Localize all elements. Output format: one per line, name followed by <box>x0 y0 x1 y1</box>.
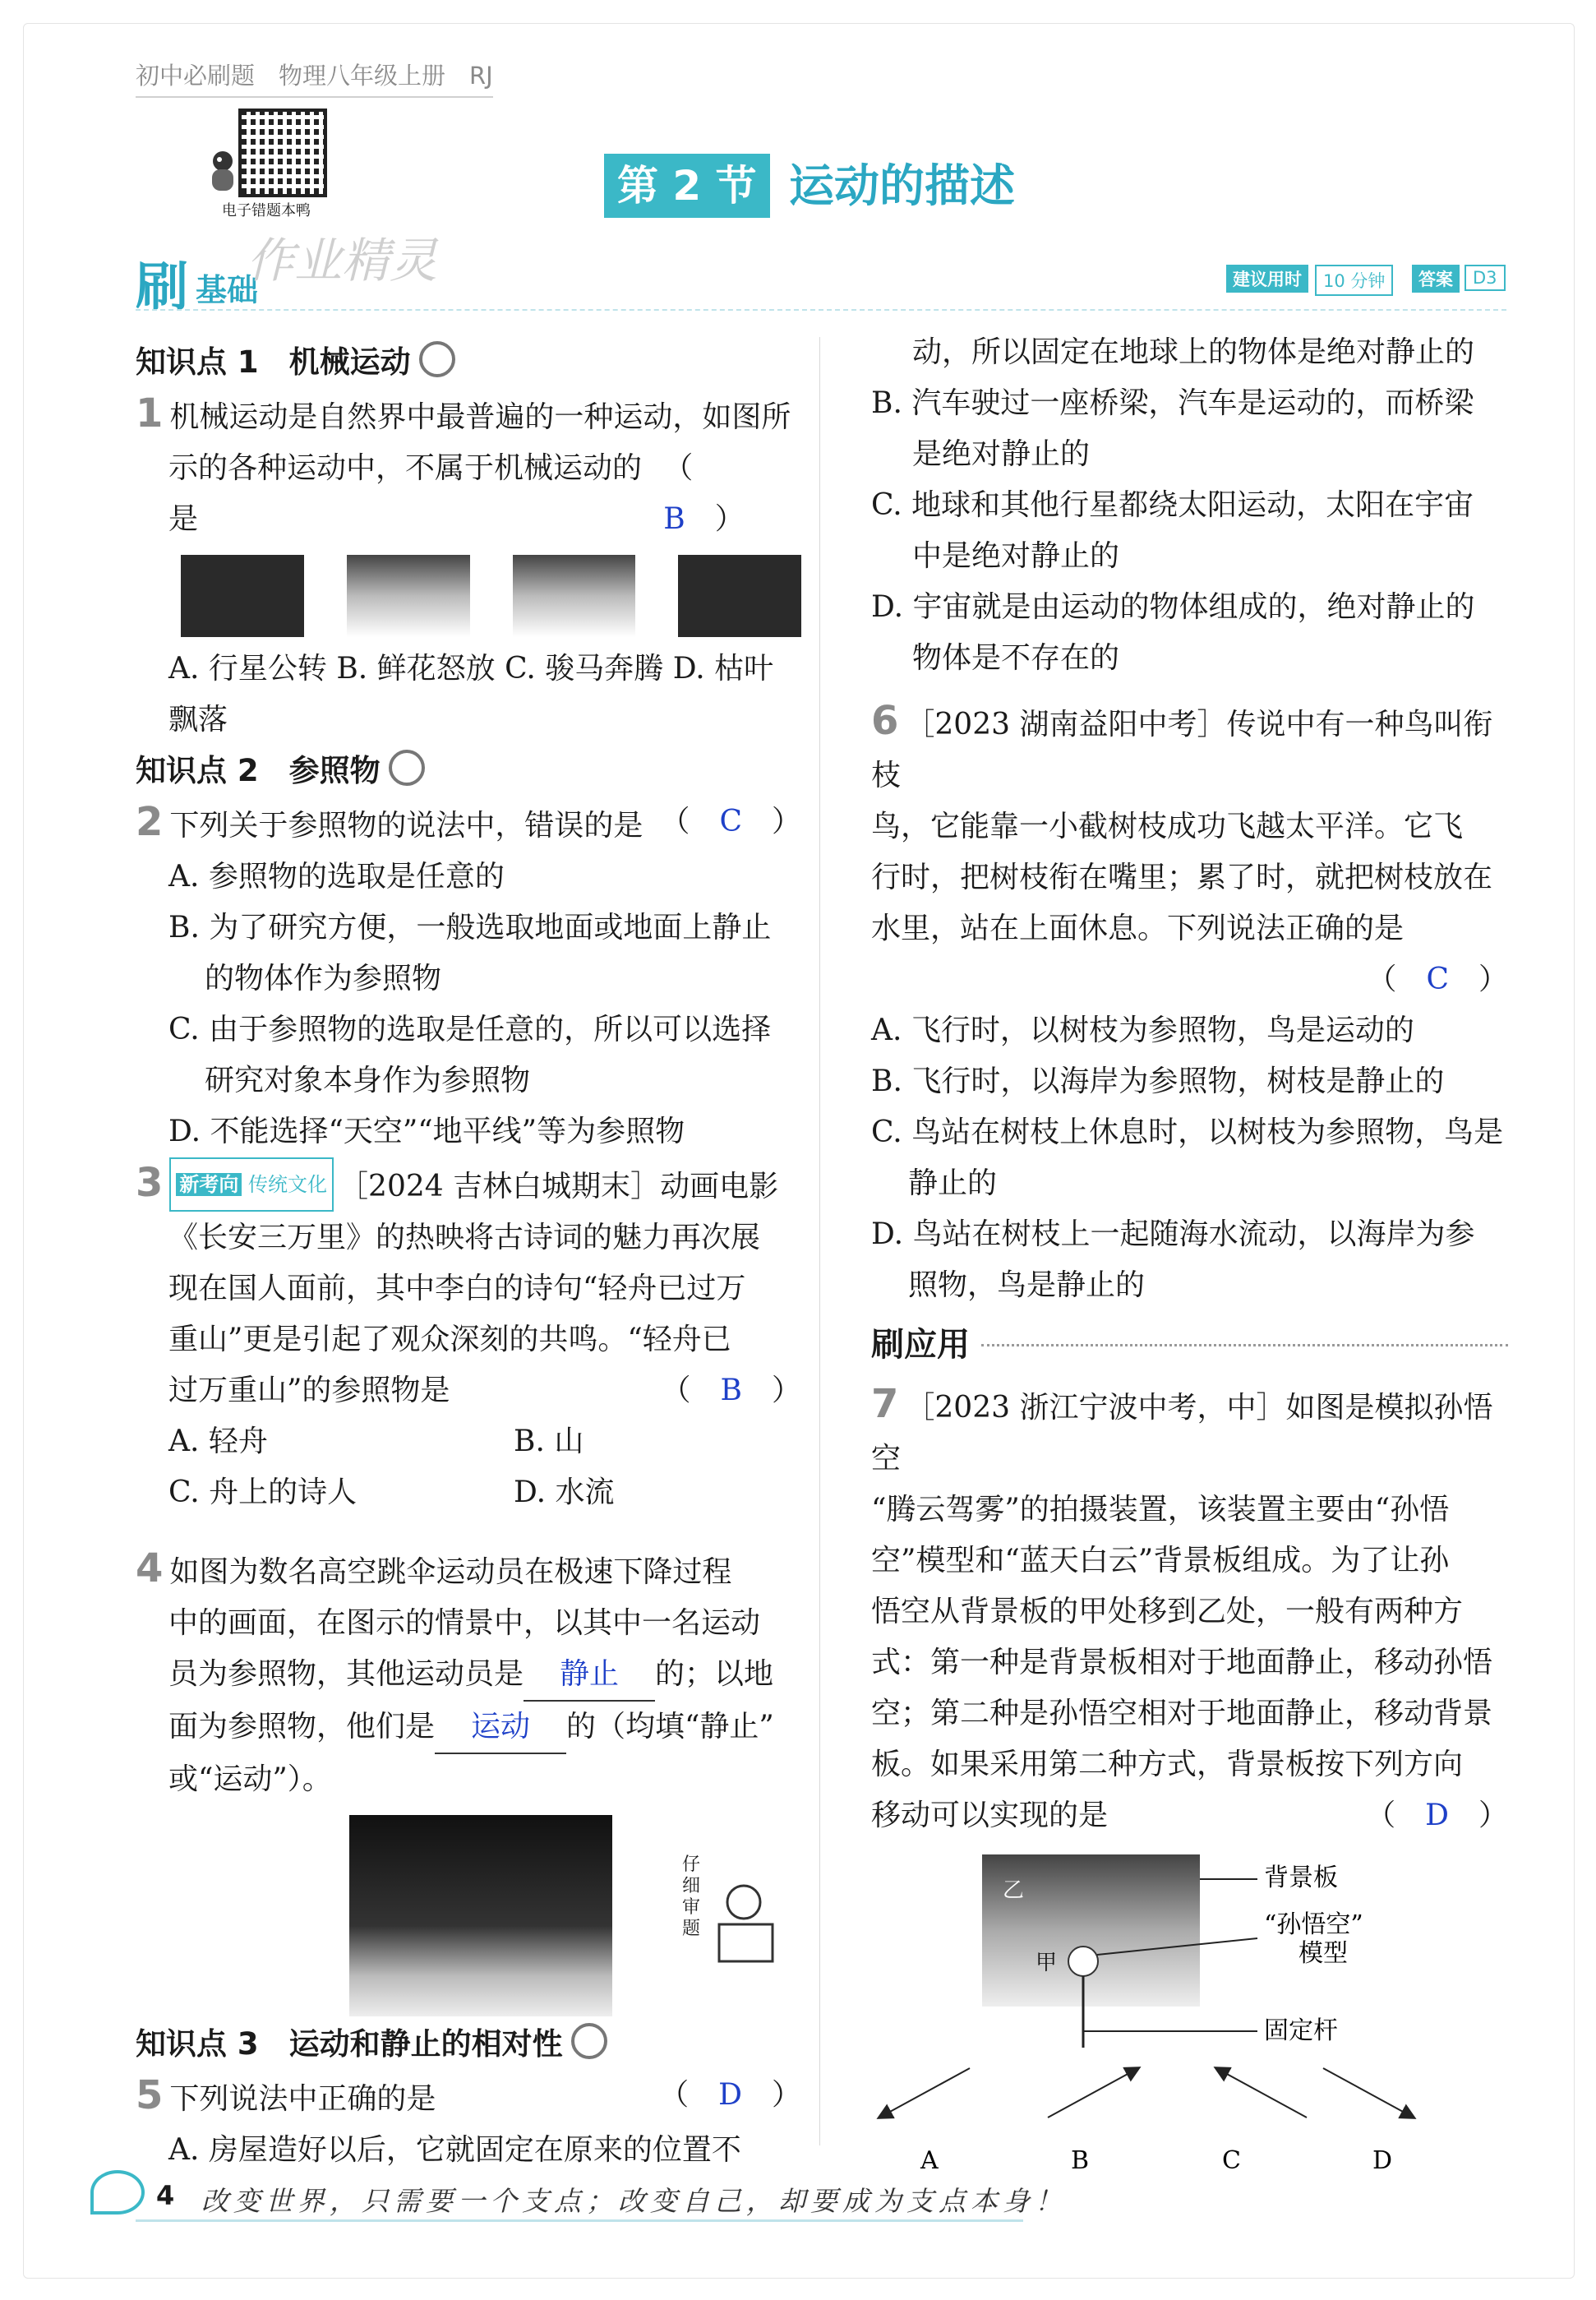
shua-mark: 刷 <box>136 257 188 318</box>
q2-answer: C <box>719 805 742 838</box>
q3-line-3: 现在国人面前，其中李白的诗句“轻舟已过万 <box>168 1272 746 1305</box>
running-header: 初中必刷题 物理八年级上册 RJ <box>136 58 493 98</box>
q1-line-2: 示的各种运动中，不属于机械运动的是 （ B ） <box>168 451 745 536</box>
answer-tag-label: 答案 <box>1412 265 1460 293</box>
q7-line-4: 悟空从背景板的甲处移到乙处，一般有两种方 <box>871 1595 1464 1628</box>
q7-line-1: 7 ［2023 浙江宁波中考，中］如图是模拟孙悟空 <box>871 1381 1493 1476</box>
footer-motto: 改变世界，只需要一个支点；改变自己，却要成为支点本身！ <box>201 2185 1067 2217</box>
model-label-1: “孙悟空” <box>1264 1910 1363 1939</box>
q7-figure <box>871 1846 1508 2200</box>
q6-line-1: 6 ［2023 湖南益阳中考］传说中有一种鸟叫衔枝 <box>871 698 1493 792</box>
knowledge-point-3: 知识点 3 运动和静止的相对性 <box>136 2019 801 2070</box>
q3-answer: B <box>720 1374 742 1407</box>
footer-rule <box>136 2219 1023 2222</box>
leaves-image <box>678 555 801 637</box>
q7-line-3: 空”模型和“蓝天白云”背景板组成。为了让孙 <box>871 1544 1450 1577</box>
q6-option-c-cont: 静止的 <box>908 1166 998 1200</box>
target-icon <box>389 750 425 786</box>
q5-stem: 5 下列说法中正确的是 （ D ） <box>136 2072 801 2118</box>
q6-option-a: A. 飞行时，以树枝为参照物，鸟是运动的 <box>871 1014 1414 1047</box>
q4-line-5: 或“运动”）。 <box>168 1762 332 1796</box>
yi-label: 乙 <box>1003 1878 1025 1903</box>
q2-option-c: C. 由于参照物的选取是任意的，所以可以选择 <box>168 1013 772 1046</box>
q2-option-b: B. 为了研究方便，一般选取地面或地面上静止 <box>168 911 772 944</box>
flower-image <box>347 555 470 637</box>
section-number: 第 2 节 <box>604 154 770 218</box>
model-label-2: 模型 <box>1298 1939 1348 1968</box>
q6-option-b: B. 飞行时，以海岸为参照物，树枝是静止的 <box>871 1065 1445 1098</box>
left-column <box>136 337 801 2176</box>
q3-line-5: 过万重山”的参照物是 （ B ） <box>168 1374 801 1407</box>
answer-tag-page: D3 <box>1465 265 1506 291</box>
right-column <box>871 327 1508 2200</box>
apply-section-header: 刷应用 <box>871 1319 1508 1370</box>
q1-answer: B <box>663 502 685 536</box>
background-board <box>982 1854 1200 2007</box>
q7-line-6: 空；第二种是孙悟空相对于地面静止，移动背景 <box>871 1697 1493 1730</box>
q4-line-3: 员为参照物，其他运动员是 静止 的；以地 <box>136 1649 801 1702</box>
q6-line-4: 水里，站在上面休息。下列说法正确的是 <box>871 912 1405 945</box>
q5-option-c-cont: 中是绝对静止的 <box>912 539 1120 573</box>
q5-option-d: D. 宇宙就是由运动的物体组成的，绝对静止的 <box>871 590 1475 624</box>
q6-answer-row: （ C ） <box>1367 963 1508 996</box>
q5-option-c: C. 地球和其他行星都绕太阳运动，太阳在宇宙 <box>871 488 1474 522</box>
q1-options: A. 行星公转 B. 鲜花怒放 C. 骏马奔腾 D. 枯叶飘落 <box>168 652 774 737</box>
q6-option-d: D. 鸟站在树枝上一起随海水流动，以海岸为参 <box>871 1217 1475 1251</box>
q6-option-c: C. 鸟站在树枝上休息时，以树枝为参照物，鸟是 <box>871 1115 1504 1149</box>
arrow-label-d: D <box>1372 2146 1393 2175</box>
section-title: 运动的描述 <box>789 159 1016 212</box>
q4-line-1: 4 如图为数名高空跳伞运动员在极速下降过程 <box>136 1545 732 1591</box>
page-number: 4 <box>156 2180 175 2211</box>
monkey-model-icon <box>1068 1947 1098 1976</box>
jia-label: 甲 <box>1036 1951 1058 1975</box>
q2-option-c-cont: 研究对象本身作为参照物 <box>205 1064 531 1097</box>
q2-option-d: D. 不能选择“天空”“地平线”等为参照物 <box>168 1115 685 1148</box>
arrow-label-a: A <box>920 2146 939 2175</box>
q6-answer: C <box>1426 963 1449 996</box>
reading-mascot-icon <box>711 1879 785 1970</box>
q1-line-1: 1 机械运动是自然界中最普遍的一种运动，如图所 <box>136 390 791 436</box>
bg-label: 背景板 <box>1264 1864 1338 1892</box>
time-tag-label: 建议用时 <box>1226 265 1308 293</box>
column-divider <box>819 337 820 2145</box>
knowledge-point-2: 知识点 2 参照物 <box>136 746 801 797</box>
q3-options: A. 轻舟 B. 山 C. 舟上的诗人 D. 水流 <box>168 1425 615 1509</box>
target-icon <box>419 341 455 377</box>
qr-code-icon[interactable] <box>238 109 327 197</box>
knowledge-point-1: 知识点 1 机械运动 <box>136 337 801 388</box>
planets-image <box>181 555 304 637</box>
q3-line-2: 《长安三万里》的热映将古诗词的魅力再次展 <box>168 1221 761 1254</box>
target-icon <box>571 2023 607 2059</box>
duck-mascot-icon <box>204 148 242 196</box>
q3-line-4: 重山”更是引起了观众深刻的共鸣。“轻舟已 <box>168 1323 731 1356</box>
arrow-d <box>1323 2068 1414 2118</box>
q1-images <box>181 555 801 637</box>
q4-line-2: 中的画面，在图示的情景中，以其中一名运动 <box>168 1606 761 1640</box>
horse-image <box>513 555 636 637</box>
skydivers-image <box>349 1815 612 2016</box>
review-note: 仔细审题 <box>682 1854 701 1939</box>
arrow-label-b: B <box>1071 2146 1090 2175</box>
time-tag-value: 10 分钟 <box>1315 265 1393 296</box>
q4-line-4: 面为参照物，他们是 运动 的（均填“静止” <box>136 1702 801 1754</box>
q4-blank-2[interactable]: 运动 <box>435 1702 566 1754</box>
q4-blank-1[interactable]: 静止 <box>524 1649 655 1702</box>
q5-option-b: B. 汽车驶过一座桥梁，汽车是运动的，而桥梁 <box>871 386 1474 420</box>
q2-stem: 2 下列关于参照物的说法中，错误的是 （ C ） <box>136 799 801 845</box>
q6-option-d-cont: 照物，鸟是静止的 <box>908 1268 1146 1302</box>
q4-figure <box>136 1805 801 2019</box>
qr-caption: 电子错题本鸭 <box>222 202 311 219</box>
q5-answer: D <box>718 2078 742 2112</box>
arrow-c <box>1216 2068 1307 2118</box>
pole-label: 固定杆 <box>1264 2016 1338 2045</box>
q7-line-8: 移动可以实现的是 （ D ） <box>871 1799 1508 1832</box>
q7-line-7: 板。如果采用第二种方式，背景板按下列方向 <box>871 1748 1464 1781</box>
shua-sub-mark: 基础 <box>196 272 259 308</box>
q5-option-d-cont: 物体是不存在的 <box>912 641 1120 675</box>
brand-logo-icon <box>90 2170 145 2215</box>
q5-option-a: A. 房屋造好以后，它就固定在原来的位置不 <box>168 2133 741 2167</box>
watermark: 作业精灵 <box>247 233 438 289</box>
arrow-b <box>1048 2068 1138 2118</box>
q6-line-2: 鸟，它能靠一小截树枝成功飞越太平洋。它飞 <box>871 810 1464 843</box>
q2-option-a: A. 参照物的选取是任意的 <box>168 860 505 894</box>
new-trend-tag: 新考向 传统文化 <box>169 1157 334 1212</box>
q5-option-b-cont: 是绝对静止的 <box>912 437 1091 471</box>
arrow-a <box>879 2068 970 2118</box>
q6-line-3: 行时，把树枝衔在嘴里；累了时，就把树枝放在 <box>871 861 1493 894</box>
q2-option-b-cont: 的物体作为参照物 <box>205 962 442 995</box>
top-rule <box>136 309 1506 311</box>
q7-line-5: 式：第一种是背景板相对于地面静止，移动孙悟 <box>871 1646 1493 1679</box>
arrow-label-c: C <box>1222 2146 1241 2175</box>
q5-option-a-cont: 动，所以固定在地球上的物体是绝对静止的 <box>912 335 1475 369</box>
q7-line-2: “腾云驾雾”的拍摄装置，该装置主要由“孙悟 <box>871 1493 1450 1526</box>
q3-line-1: 3 新考向 传统文化 ［2024 吉林白城期末］动画电影 <box>136 1157 801 1212</box>
q7-answer: D <box>1425 1799 1449 1832</box>
